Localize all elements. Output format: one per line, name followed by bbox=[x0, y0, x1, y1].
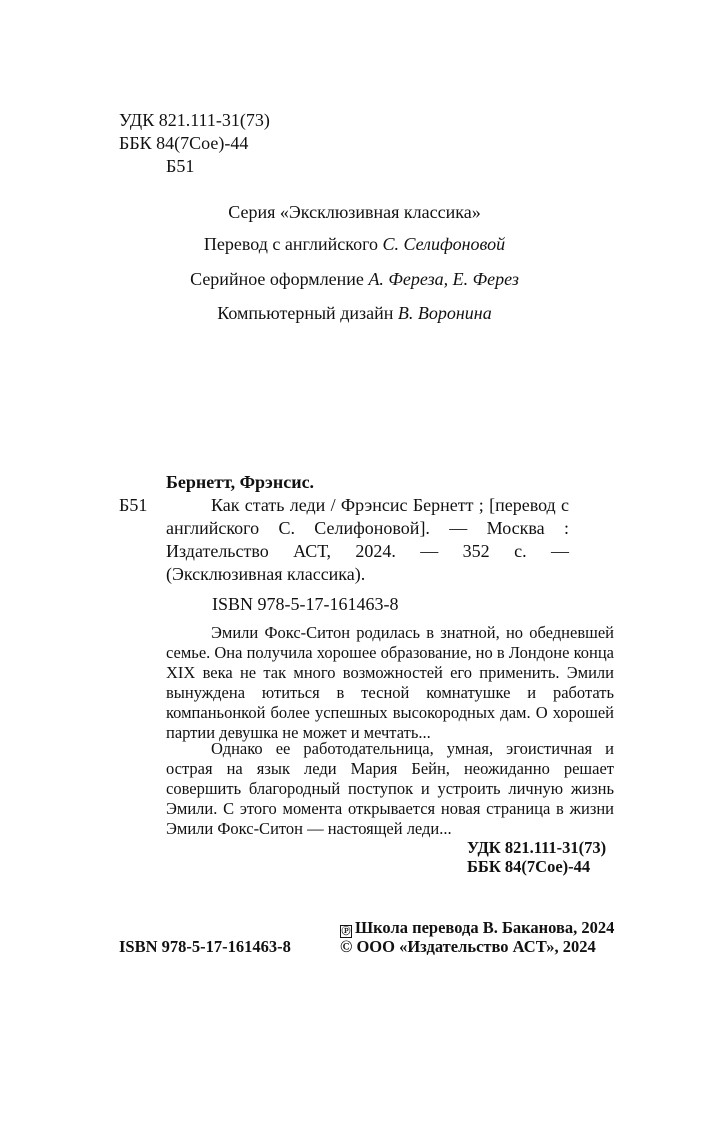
footer-udk: УДК 821.111-31(73) bbox=[467, 838, 607, 857]
series-design-label: Серийное оформление bbox=[190, 269, 369, 289]
copyright-mark-icon: Ⓟ bbox=[341, 926, 351, 936]
translation-label: Перевод с английского bbox=[203, 234, 383, 254]
author-mark: Б51 bbox=[166, 156, 195, 176]
bibliographic-description: Как стать леди / Фрэнсис Бернетт ; [перевод с английского С. Селифоновой]. — Москва : Издательство АСТ, 2024. — 352 с. — (Эксклюзивная классика). bbox=[166, 495, 569, 584]
computer-design-name: В. Воронина bbox=[397, 303, 492, 323]
footer-bbk: ББК 84(7Сое)-44 bbox=[467, 857, 591, 876]
copyright-line-1-text: Школа перевода В. Баканова, 2024 bbox=[355, 918, 615, 937]
author-heading: Бернетт, Фрэнсис. bbox=[166, 472, 315, 492]
copyright-line-1 bbox=[340, 918, 614, 938]
annotation-paragraph-1: Эмили Фокс-Ситон родилась в знатной, но обедневшей семье. Она получила хорошее образование, но в Лондоне конца XIX века не так много возможностей его применить. Эмили вынуждена ютиться в тесной комнатушке и работать компаньонкой более успешных высокородных дам. О хорошей партии девушка не может и мечтать... bbox=[166, 623, 614, 742]
bibliographic-isbn: ISBN 978-5-17-161463-8 bbox=[212, 594, 399, 614]
series-design-line bbox=[0, 268, 709, 290]
translator-name: С. Селифоновой bbox=[382, 234, 506, 254]
copyright-line-2: © ООО «Издательство АСТ», 2024 bbox=[340, 937, 596, 956]
bibliographic-mark: Б51 bbox=[119, 495, 148, 515]
series-design-names: А. Фереза, Е. Ферез bbox=[368, 269, 519, 289]
series-line: Серия «Эксклюзивная классика» bbox=[228, 202, 481, 222]
bbk-code: ББК 84(7Сое)-44 bbox=[119, 133, 249, 153]
computer-design-label: Компьютерный дизайн bbox=[217, 303, 398, 323]
udk-code: УДК 821.111-31(73) bbox=[119, 110, 270, 130]
copyright-isbn: ISBN 978-5-17-161463-8 bbox=[119, 937, 291, 956]
computer-design-line bbox=[0, 302, 709, 324]
translation-line bbox=[0, 233, 709, 255]
annotation-paragraph-2: Однако ее работодательница, умная, эгоистичная и острая на язык леди Мария Бейн, неожиданно решает совершить благородный поступок и устроить личную жизнь Эмили. С этого момента открывается новая страница в жизни Эмили Фокс-Ситон — настоящей леди... bbox=[166, 739, 614, 838]
